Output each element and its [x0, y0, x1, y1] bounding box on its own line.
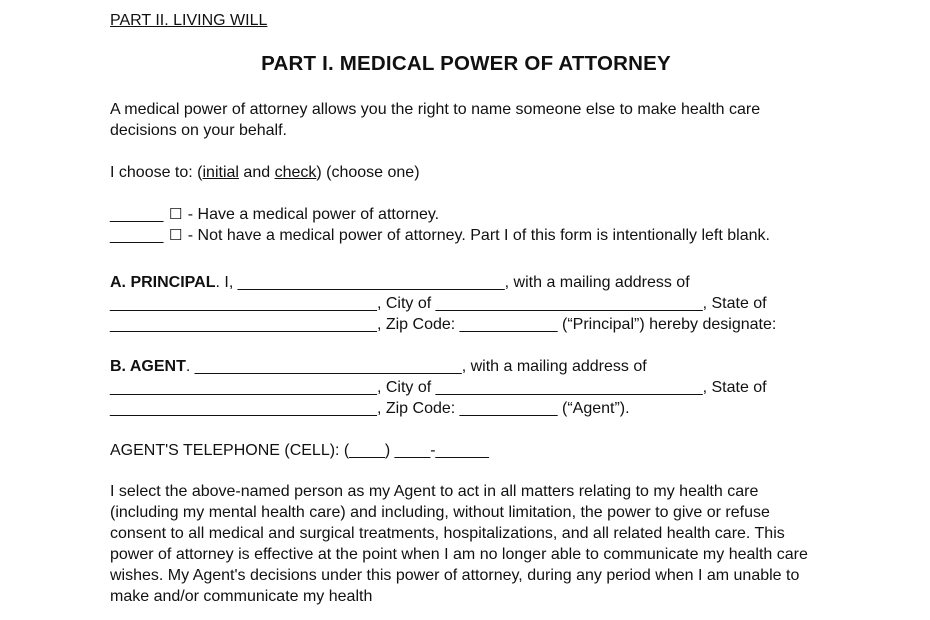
initial-word: initial	[202, 164, 239, 181]
choose-line	[110, 162, 822, 183]
empty-checkbox-icon[interactable]: ☐	[168, 206, 183, 223]
option-not-have-line	[110, 227, 770, 244]
options-block	[110, 204, 822, 246]
agent-section	[110, 356, 822, 419]
part-ii-heading-text: PART II. LIVING WILL	[110, 12, 268, 29]
option-have-initial-blank[interactable]: ______	[110, 206, 168, 223]
check-word: check	[274, 164, 317, 181]
principal-label: A. PRINCIPAL	[110, 274, 216, 291]
choose-line-and: and	[238, 164, 275, 181]
agent-phone-line: AGENT'S TELEPHONE (CELL): (____) ____-______	[110, 442, 489, 459]
principal-section	[110, 272, 822, 335]
principal-text: . I, ______________________________, with a mailing address of ______________________________, City of ______________________________, State of ______________________________, Zip Code: ___________ (“Principal”) hereby designate:	[110, 274, 777, 333]
choose-line-pre: I choose to: (	[110, 164, 203, 181]
empty-checkbox-icon[interactable]: ☐	[168, 227, 183, 244]
option-have-line	[110, 206, 439, 223]
page-title: PART I. MEDICAL POWER OF ATTORNEY	[261, 52, 671, 75]
part-ii-heading	[110, 10, 822, 31]
agent-text: . ______________________________, with a mailing address of ______________________________, City of ______________________________, State of ______________________________, Zip Code: ___________ (“Agent”).	[110, 358, 767, 417]
choose-line-post: ) (choose one)	[316, 164, 420, 181]
agent-powers-paragraph: I select the above-named person as my Agent to act in all matters relating to my health care (including my mental health care) and including, without limitation, the power to give or refuse consent to all medical and surgical treatments, hospitalizations, and all related health care. This power of attorney is effective at the point when I am no longer able to communicate my health care wishes. My Agent's decisions under this power of attorney, during any period when I am unable to make and/or communicate my health	[110, 483, 808, 605]
intro-paragraph: A medical power of attorney allows you the right to name someone else to make health care decisions on your behalf.	[110, 101, 761, 139]
option-not-have-initial-blank[interactable]: ______	[110, 227, 168, 244]
option-not-have-label: - Not have a medical power of attorney. Part I of this form is intentionally left blank.	[183, 227, 770, 244]
option-have-label: - Have a medical power of attorney.	[183, 206, 440, 223]
agent-label: B. AGENT	[110, 358, 186, 375]
